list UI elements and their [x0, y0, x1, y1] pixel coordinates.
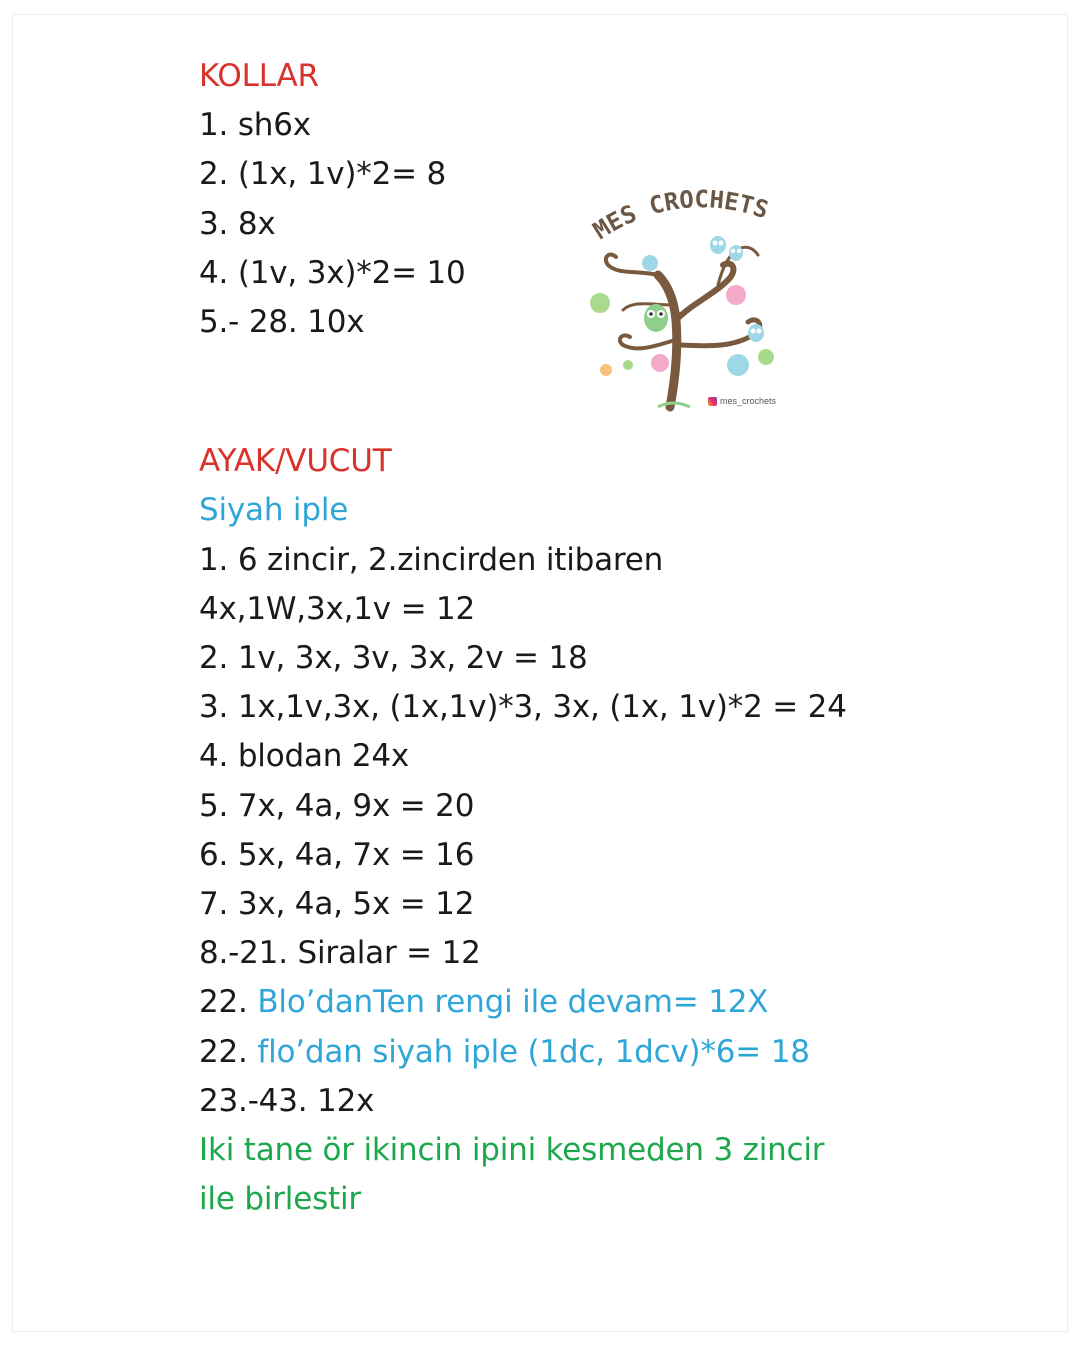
- yarn-ball-icon: [758, 349, 774, 365]
- kollar-row: 1. sh6x: [199, 107, 311, 144]
- ayak-row: 5. 7x, 4a, 9x = 20: [199, 787, 475, 824]
- ayak-row: 7. 3x, 4a, 5x = 12: [199, 886, 475, 923]
- ayak-row: 23.-43. 12x: [199, 1082, 375, 1119]
- kollar-row: 3. 8x: [199, 205, 276, 242]
- section-subtitle: Siyah iple: [199, 492, 349, 529]
- handle-text: mes_crochets: [720, 396, 777, 406]
- logo-title-path: MES CROCHETS: [588, 185, 772, 245]
- owl-icon: [644, 304, 668, 332]
- row-number: 22.: [199, 984, 258, 1021]
- row-text: flo’dan siyah iple (1dc, 1dcv)*6= 18: [257, 1033, 810, 1070]
- kollar-row: 5.- 28. 10x: [199, 304, 365, 341]
- ayak-row: 3. 1x,1v,3x, (1x,1v)*3, 3x, (1x, 1v)*2 = 24: [199, 689, 847, 726]
- ayak-row: 1. 6 zincir, 2.zincirden itibaren: [199, 541, 664, 578]
- logo-title: [588, 185, 772, 245]
- row-number: 22.: [199, 1033, 258, 1070]
- ayak-row: 4x,1W,3x,1v = 12: [199, 590, 476, 627]
- instagram-handle: [708, 396, 776, 406]
- section-title-kollar: KOLLAR: [199, 58, 319, 94]
- yarn-ball-icon: [600, 364, 612, 376]
- ayak-row: 4. blodan 24x: [199, 738, 410, 775]
- yarn-ball-icon: [623, 360, 633, 370]
- mes-crochets-logo: [578, 185, 808, 415]
- ayak-row: 2. 1v, 3x, 3v, 3x, 2v = 18: [199, 640, 588, 677]
- owl-icon: [748, 324, 764, 342]
- yarn-ball-icon: [642, 255, 658, 271]
- ayak-row: 8.-21. Siralar = 12: [199, 935, 481, 972]
- yarn-ball-icon: [651, 354, 669, 372]
- ayak-row-colored: [199, 978, 1039, 1027]
- section-title-ayak-vucut: AYAK/VUCUT: [199, 443, 392, 480]
- owl-icon: [710, 236, 726, 254]
- yarn-ball-icon: [727, 354, 749, 376]
- kollar-row: 4. (1v, 3x)*2= 10: [199, 254, 466, 291]
- owl-icon: [729, 245, 743, 261]
- instagram-icon: [708, 397, 717, 406]
- ayak-row: 6. 5x, 4a, 7x = 16: [199, 836, 475, 873]
- note-line: Iki tane ör ikincin ipini kesmeden 3 zincir: [199, 1132, 825, 1169]
- yarn-ball-icon: [590, 293, 610, 313]
- ayak-row-colored: [199, 1028, 1039, 1077]
- note-line: ile birlestir: [199, 1181, 361, 1218]
- kollar-row: 2. (1x, 1v)*2= 8: [199, 156, 447, 193]
- yarn-ball-icon: [726, 285, 746, 305]
- row-text: Blo’danTen rengi ile devam= 12X: [257, 984, 769, 1021]
